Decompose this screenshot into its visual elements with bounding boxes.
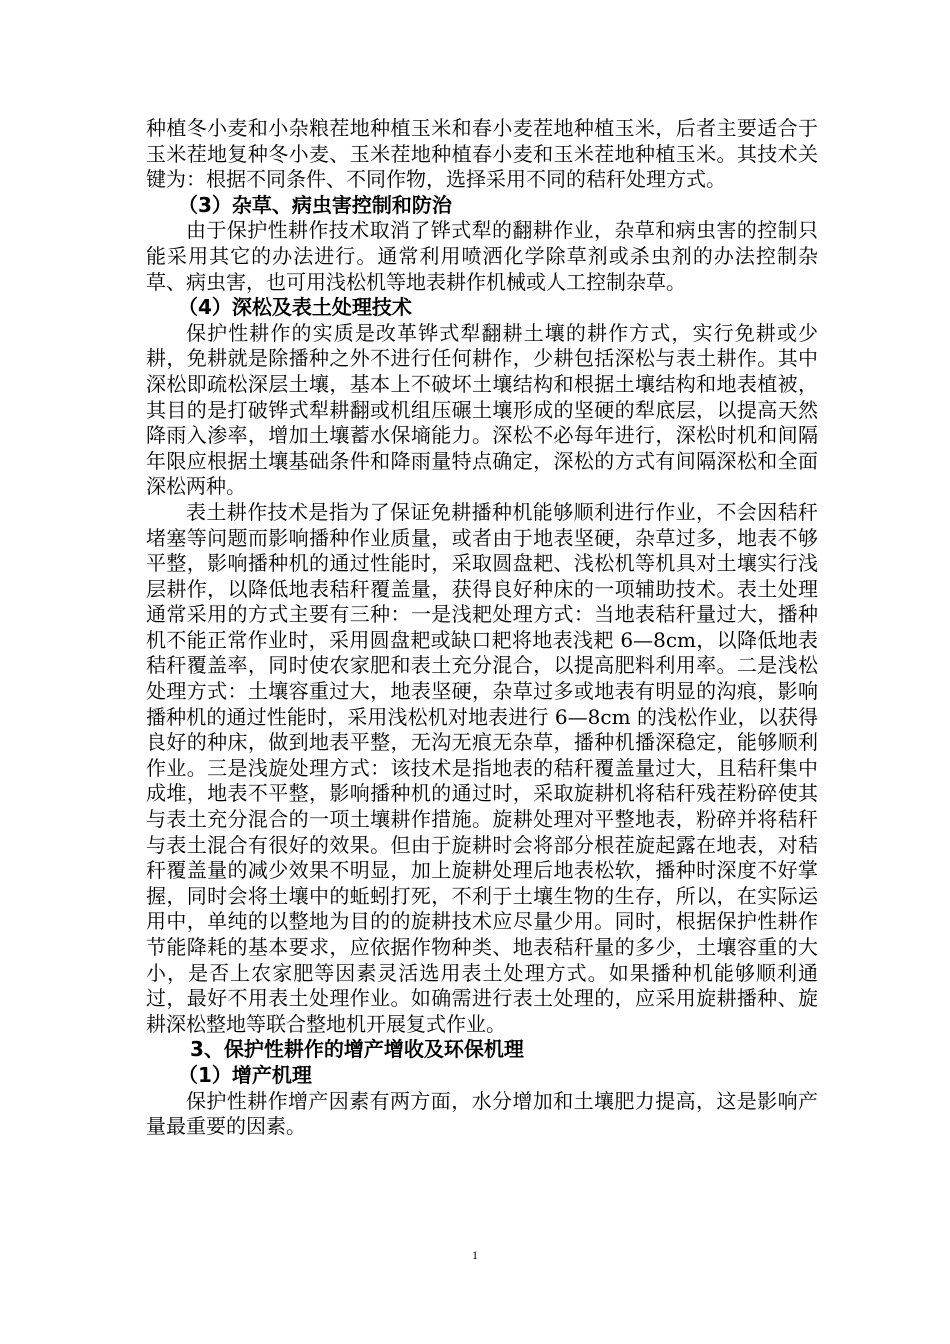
heading-section-3: 3、保护性耕作的增产增收及环保机理 [190, 1037, 524, 1062]
heading-yield-mechanism: （1）增产机理 [178, 1062, 312, 1087]
paragraph-subsoiling: 保护性耕作的实质是改革铧式犁翻耕土壤的耕作方式，实行免耕或少耕，免耕就是除播种之外不进行任何耕作，少耕包括深松与表土耕作。其中深松即疏松深层土壤，基本上不破坏土壤结构和根据土壤结构和地表植被，其目的是打破铧式犁耕翻或机组压碾土壤形成的坚硬的犁底层，以提高天然降雨入渗率，增加土壤蓄水保墒能力。深松不必每年进行，深松时机和间隔年限应根据土壤基础条件和降雨量特点确定，深松的方式有间隔深松和全面深松两种。 [146, 320, 818, 499]
paragraph-weed-pest-control: 由于保护性耕作技术取消了铧式犁的翻耕作业，杂草和病虫害的控制只能采用其它的办法进行。通常利用喷洒化学除草剂或杀虫剂的办法控制杂草、病虫害，也可用浅松机等地表耕作机械或人工控制杂草。 [146, 218, 818, 294]
paragraph-surface-tillage: 表土耕作技术是指为了保证免耕播种机能够顺利进行作业，不会因秸秆堵塞等问题而影响播种作业质量，或者由于地表坚硬，杂草过多，地表不够平整，影响播种机的通过性能时，采取圆盘耙、浅松机等机具对土壤实行浅层耕作，以降低地表秸秆覆盖量，获得良好种床的一项辅助技术。表土处理通常采用的方式主要有三种：一是浅耙处理方式：当地表秸秆量过大，播种机不能正常作业时，采用圆盘耙或缺口耙将地表浅耙 6—8cm，以降低地表秸秆覆盖率，同时使农家肥和表土充分混合，以提高肥料利用率。二是浅松处理方式：土壤容重过大，地表坚硬，杂草过多或地表有明显的沟痕，影响播种机的通过性能时，采用浅松机对地表进行 6—8cm 的浅松作业，以获得良好的种床，做到地表平整，无沟无痕无杂草，播种机播深稳定，能够顺利作业。三是浅旋处理方式：该技术是指地表的秸秆覆盖量过大，且秸秆集中成堆，地表不平整，影响播种机的通过时，采取旋耕机将秸秆残茬粉碎使其与表土充分混合的一项土壤耕作措施。旋耕处理对平整地表，粉碎并将秸秆与表土混合有很好的效果。但由于旋耕时会将部分根茬旋起露在地表，对秸秆覆盖量的减少效果不明显，加上旋耕处理后地表松软，播种时深度不好掌握，同时会将土壤中的蚯蚓打死，不利于土壤生物的生存，所以，在实际运用中，单纯的以整地为目的的旋耕技术应尽量少用。同时，根据保护性耕作节能降耗的基本要求，应依据作物种类、地表秸秆量的多少，土壤容重的大小，是否上农家肥等因素灵活选用表土处理方式。如果播种机能够顺利通过，最好不用表土处理作业。如确需进行表土处理的，应采用旋耕播种、旋耕深松整地等联合整地机开展复式作业。 [146, 499, 818, 1036]
paragraph-yield-mechanism: 保护性耕作增产因素有两方面，水分增加和土壤肥力提高，这是影响产量最重要的因素。 [146, 1088, 818, 1139]
heading-weed-pest-control: （3）杂草、病虫害控制和防治 [178, 192, 452, 217]
document-body [146, 116, 818, 1140]
heading-subsoiling-surface-tillage: （4）深松及表土处理技术 [178, 295, 412, 320]
paragraph-straw-treatment: 种植冬小麦和小杂粮茬地种植玉米和春小麦茬地种植玉米，后者主要适合于玉米茬地复种冬小麦、玉米茬地种植春小麦和玉米茬地种植玉米。其技术关键为：根据不同条件、不同作物，选择采用不同的秸秆处理方式。 [146, 116, 818, 192]
page-number: 1 [472, 1248, 478, 1262]
